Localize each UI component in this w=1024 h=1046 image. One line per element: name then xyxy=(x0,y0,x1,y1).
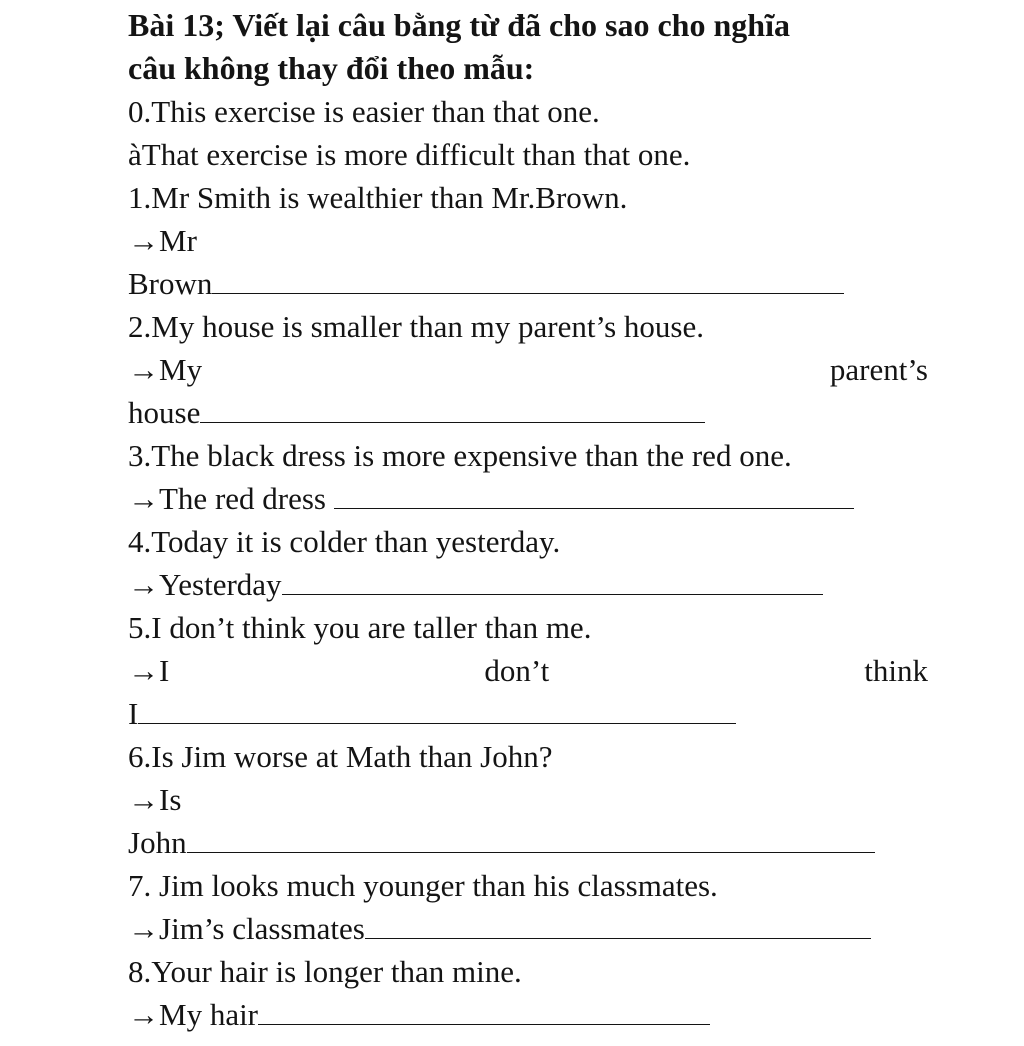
item-1-prompt-line-2 xyxy=(128,262,928,305)
item-4-prompt-line xyxy=(128,563,928,606)
item-5-prompt-word-2: don’t xyxy=(484,653,550,688)
example-answer: àThat exercise is more difficult than that one. xyxy=(128,137,691,172)
item-5-prompt-line-2 xyxy=(128,692,928,735)
heading-line-2: câu không thay đổi theo mẫu: xyxy=(128,50,535,86)
item-2-prompt-line-1 xyxy=(128,348,928,391)
worksheet xyxy=(128,0,928,1036)
item-1-prompt-line-1 xyxy=(128,219,928,262)
item-6-sentence: 6.Is Jim worse at Math than John? xyxy=(128,739,553,774)
item-5-answer-blank[interactable] xyxy=(138,692,736,724)
item-8-answer-blank[interactable] xyxy=(258,993,710,1025)
exercise-heading xyxy=(128,4,928,90)
item-6-prompt-end: John xyxy=(128,825,187,860)
item-2-prompt-start: →My xyxy=(128,352,203,387)
item-6-answer-blank[interactable] xyxy=(187,821,875,853)
item-7-prompt: →Jim’s classmates xyxy=(128,911,365,946)
item-7-prompt-line xyxy=(128,907,928,950)
item-6-prompt-line-2 xyxy=(128,821,928,864)
example-sentence: 0.This exercise is easier than that one. xyxy=(128,94,600,129)
item-4-prompt: →Yesterday xyxy=(128,567,282,602)
item-5-prompt-end: I xyxy=(128,696,139,731)
item-2-answer-blank[interactable] xyxy=(200,391,705,423)
item-5-prompt-start: →I xyxy=(128,653,170,688)
item-2-prompt-line-2 xyxy=(128,391,928,434)
item-4-sentence: 4.Today it is colder than yesterday. xyxy=(128,524,561,559)
item-5-sentence: 5.I don’t think you are taller than me. xyxy=(128,610,592,645)
item-5-prompt-word-3: think xyxy=(864,653,928,688)
item-7-answer-blank[interactable] xyxy=(365,907,871,939)
item-4-answer-blank[interactable] xyxy=(282,563,823,595)
item-7-sentence: 7. Jim looks much younger than his classmates. xyxy=(128,868,718,903)
item-2-prompt-word: parent’s xyxy=(829,352,928,387)
item-8-sentence: 8.Your hair is longer than mine. xyxy=(128,954,522,989)
item-1-prompt-start: →Mr xyxy=(128,223,197,258)
item-6-prompt-line-1 xyxy=(128,778,928,821)
item-3-prompt-line xyxy=(128,477,928,520)
item-8-prompt-line xyxy=(128,993,928,1036)
item-1-sentence: 1.Mr Smith is wealthier than Mr.Brown. xyxy=(128,180,628,215)
item-5-prompt-line-1 xyxy=(128,649,928,692)
item-6-prompt-start: →Is xyxy=(128,782,182,817)
item-3-sentence: 3.The black dress is more expensive than the red one. xyxy=(128,438,792,473)
item-2-sentence: 2.My house is smaller than my parent’s house. xyxy=(128,309,704,344)
item-1-prompt-end: Brown xyxy=(128,266,213,301)
item-3-answer-blank[interactable] xyxy=(334,477,854,509)
heading-line-1: Bài 13; Viết lại câu bằng từ đã cho sao cho nghĩa xyxy=(128,7,790,43)
item-8-prompt: →My hair xyxy=(128,997,259,1032)
item-2-prompt-end: house xyxy=(128,395,201,430)
item-3-prompt: →The red dress xyxy=(128,481,334,516)
item-1-answer-blank[interactable] xyxy=(212,262,844,294)
